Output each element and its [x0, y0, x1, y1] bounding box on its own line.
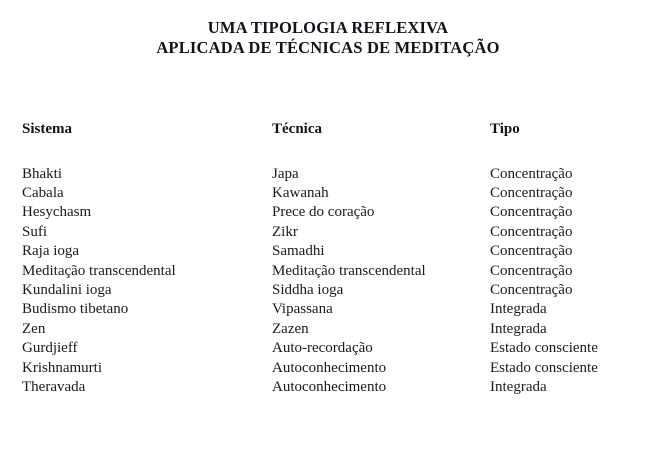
table-row	[22, 359, 634, 378]
cell-tipo: Integrada	[490, 378, 547, 395]
cell-sistema: Hesychasm	[22, 204, 92, 221]
table-row	[22, 203, 634, 222]
cell-tipo: Concentração	[490, 262, 573, 279]
meditation-typology-table	[22, 120, 634, 397]
column-header-tecnica: Técnica	[272, 121, 322, 137]
cell-sistema: Theravada	[22, 378, 86, 395]
cell-tipo: Concentração	[490, 243, 573, 260]
table-row	[22, 281, 634, 300]
table-row	[22, 300, 634, 319]
table-row	[22, 165, 634, 184]
cell-tipo: Estado consciente	[490, 340, 598, 357]
cell-tecnica: Prece do coração	[272, 204, 375, 221]
cell-tecnica: Kawanah	[272, 184, 329, 201]
cell-tipo: Integrada	[490, 320, 547, 337]
cell-tecnica: Meditação transcendental	[272, 262, 426, 279]
cell-tipo: Concentração	[490, 184, 573, 201]
table-row	[22, 378, 634, 397]
cell-sistema: Raja ioga	[22, 243, 80, 260]
spacer-cell	[490, 140, 634, 165]
title-line-2: APLICADA DE TÉCNICAS DE MEDITAÇÃO	[156, 38, 500, 57]
cell-sistema: Kundalini ioga	[22, 281, 112, 298]
table-row	[22, 320, 634, 339]
cell-sistema: Gurdjieff	[22, 340, 78, 357]
cell-tecnica: Vipassana	[272, 301, 333, 318]
cell-sistema: Cabala	[22, 184, 64, 201]
cell-sistema: Budismo tibetano	[22, 301, 129, 318]
table-row	[22, 184, 634, 203]
cell-tipo: Integrada	[490, 301, 547, 318]
cell-sistema: Meditação transcendental	[22, 262, 176, 279]
spacer-cell	[272, 140, 490, 165]
cell-tecnica: Siddha ioga	[272, 281, 344, 298]
cell-tecnica: Autoconhecimento	[272, 378, 387, 395]
cell-sistema: Zen	[22, 320, 46, 337]
cell-sistema: Bhakti	[22, 165, 62, 182]
cell-tecnica: Japa	[272, 165, 299, 182]
title-line-1: UMA TIPOLOGIA REFLEXIVA	[207, 18, 449, 37]
table-row	[22, 223, 634, 242]
cell-tipo: Concentração	[490, 204, 573, 221]
table-header-row	[22, 120, 634, 140]
document-title	[0, 18, 656, 58]
cell-tipo: Concentração	[490, 223, 573, 240]
cell-tecnica: Auto-recordação	[272, 340, 373, 357]
table-row	[22, 242, 634, 261]
cell-tecnica: Zikr	[272, 223, 298, 240]
cell-tipo: Concentração	[490, 281, 573, 298]
cell-tecnica: Zazen	[272, 320, 309, 337]
spacer-cell	[22, 140, 272, 165]
column-header-sistema: Sistema	[22, 121, 72, 137]
cell-sistema: Krishnamurti	[22, 359, 102, 376]
cell-tipo: Estado consciente	[490, 359, 598, 376]
cell-sistema: Sufi	[22, 223, 48, 240]
cell-tipo: Concentração	[490, 165, 573, 182]
table-row	[22, 262, 634, 281]
cell-tecnica: Samadhi	[272, 243, 325, 260]
header-body-spacer	[22, 140, 634, 165]
table-row	[22, 339, 634, 358]
cell-tecnica: Autoconhecimento	[272, 359, 387, 376]
column-header-tipo: Tipo	[490, 121, 520, 137]
table-body	[22, 165, 634, 398]
